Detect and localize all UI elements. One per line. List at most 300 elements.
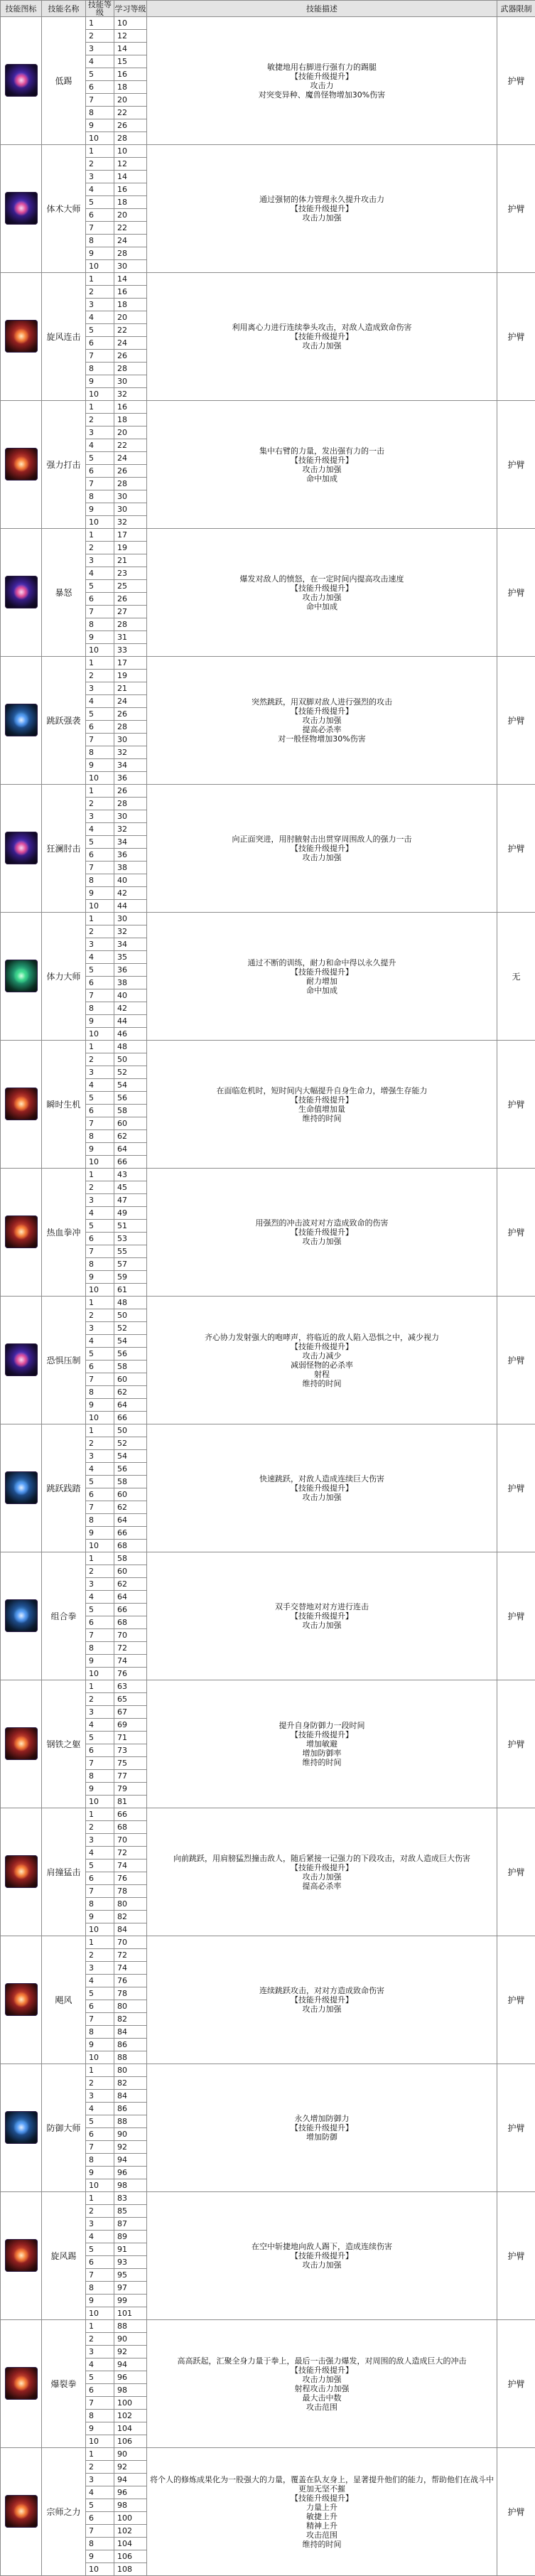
learn-level: 24 [114,337,147,350]
learn-level: 60 [114,1117,147,1130]
learn-level: 40 [114,874,147,887]
skill-level: 6 [86,1616,114,1629]
skill-icon-cell [1,1680,42,1808]
learn-level: 45 [114,1181,147,1194]
skill-level: 3 [86,171,114,183]
learn-level: 90 [114,2333,147,2346]
learn-level: 66 [114,1604,147,1616]
skill-level: 9 [86,119,114,132]
description-line: 攻击力加强 [150,341,494,350]
skill-level: 8 [86,2410,114,2422]
description-line: 射程 [150,1370,494,1379]
header-row [1,1,535,17]
skill-level: 9 [86,2295,114,2307]
skill-name: 热血拳冲 [42,1169,86,1297]
skill-level-row [1,785,535,798]
skill-level: 1 [86,1424,114,1437]
description-line: 【技能升级提升】 [150,456,494,465]
skill-level: 1 [86,1680,114,1693]
skill-level: 1 [86,657,114,670]
skill-icon [5,448,38,481]
description-line: 齐心协力发射强大的咆哮声，将临近的敌人陷入恐惧之中，减少视力 [150,1333,494,1342]
skill-icon [5,1343,38,1376]
skill-level: 1 [86,1936,114,1949]
header-name: 技能名称 [42,1,86,17]
skill-level: 1 [86,1808,114,1821]
skill-icon [5,1855,38,1888]
description-line: 攻击力加强 [150,2260,494,2270]
skill-icon [5,832,38,864]
skill-level: 7 [86,862,114,874]
weapon-limit: 护臂 [497,145,535,273]
description-line: 【技能升级提升】 [150,1228,494,1237]
learn-level: 47 [114,1194,147,1207]
learn-level: 36 [114,772,147,785]
learn-level: 75 [114,1757,147,1770]
skill-level: 5 [86,68,114,81]
skill-level: 9 [86,2167,114,2179]
skill-level: 10 [86,1412,114,1424]
skill-level-row [1,2064,535,2077]
description-line: 增加防御率 [150,1749,494,1758]
skill-name: 强力打击 [42,401,86,529]
skill-description [147,1552,497,1680]
learn-level: 34 [114,759,147,772]
description-line: 攻击范围 [150,2403,494,2412]
learn-level: 16 [114,183,147,196]
learn-level: 95 [114,2269,147,2282]
learn-level: 52 [114,1437,147,1450]
learn-level: 18 [114,299,147,311]
weapon-limit: 护臂 [497,1424,535,1552]
learn-level: 80 [114,2064,147,2077]
skill-level: 10 [86,1668,114,1680]
header-desc: 技能描述 [147,1,497,17]
skill-level: 5 [86,580,114,593]
skill-level-row [1,401,535,414]
learn-level: 16 [114,401,147,414]
learn-level: 66 [114,1156,147,1169]
learn-level: 94 [114,2358,147,2371]
description-line: 攻击力加强 [150,465,494,474]
learn-level: 108 [114,2563,147,2576]
learn-level: 26 [114,350,147,363]
skill-description [147,657,497,785]
learn-level: 26 [114,785,147,798]
skill-level: 10 [86,2307,114,2320]
skill-level: 4 [86,1719,114,1732]
learn-level: 72 [114,1949,147,1962]
skill-icon-cell [1,529,42,657]
description-line: 【技能升级提升】 [150,2123,494,2132]
description-line: 对一般怪物增加30%伤害 [150,734,494,744]
skill-level: 8 [86,2026,114,2039]
learn-level: 42 [114,887,147,900]
skill-name: 钢铁之躯 [42,1680,86,1808]
skill-level: 5 [86,2243,114,2256]
description-line: 【技能升级提升】 [150,2366,494,2375]
skill-description [147,1808,497,1936]
learn-level: 98 [114,2179,147,2192]
skill-level: 8 [86,490,114,503]
description-line: 提升自身防御力一段时间 [150,1721,494,1730]
learn-level: 28 [114,721,147,734]
skill-level: 4 [86,2103,114,2115]
skill-level: 9 [86,2039,114,2051]
learn-level: 22 [114,107,147,119]
description-line: 命中加成 [150,474,494,483]
skill-level: 10 [86,1028,114,1041]
skill-level: 7 [86,2397,114,2410]
skill-level-row [1,1297,535,1309]
learn-level: 16 [114,286,147,299]
description-line: 【技能升级提升】 [150,584,494,593]
learn-level: 92 [114,2346,147,2358]
skill-name: 跳跃践踏 [42,1424,86,1552]
weapon-limit: 护臂 [497,529,535,657]
learn-level: 52 [114,1066,147,1079]
skill-level-row [1,1552,535,1565]
skill-level: 4 [86,439,114,452]
skill-level-row [1,17,535,30]
description-line: 命中加成 [150,602,494,611]
skill-level: 7 [86,1757,114,1770]
skill-level: 9 [86,1143,114,1156]
description-line: 【技能升级提升】 [150,2494,494,2503]
weapon-limit: 护臂 [497,1936,535,2064]
learn-level: 28 [114,478,147,490]
skill-level: 4 [86,2486,114,2499]
skill-level: 3 [86,1706,114,1719]
learn-level: 25 [114,580,147,593]
learn-level: 62 [114,1578,147,1591]
skill-level: 3 [86,1194,114,1207]
description-line: 维持的时间 [150,1114,494,1123]
weapon-limit: 护臂 [497,17,535,145]
description-line: 快速跳跃，对敌人造成连续巨大伤害 [150,1474,494,1483]
skill-level: 2 [86,542,114,554]
learn-level: 72 [114,1847,147,1859]
skill-level: 5 [86,1732,114,1744]
learn-level: 32 [114,925,147,938]
learn-level: 12 [114,158,147,171]
skill-level: 5 [86,196,114,209]
learn-level: 44 [114,900,147,913]
skill-level: 6 [86,1744,114,1757]
skill-level: 9 [86,1655,114,1668]
skill-level: 5 [86,452,114,465]
learn-level: 22 [114,324,147,337]
skill-level-row [1,1936,535,1949]
learn-level: 70 [114,1834,147,1847]
description-line: 减弱怪物的必杀率 [150,1361,494,1370]
skill-icon-cell [1,1297,42,1424]
description-line: 攻击力加强 [150,853,494,862]
skill-icon [5,1727,38,1760]
skill-level: 2 [86,158,114,171]
learn-level: 85 [114,2205,147,2218]
skill-description [147,2320,497,2448]
skill-icon-cell [1,1936,42,2064]
learn-level: 30 [114,734,147,746]
description-line: 攻击力加强 [150,2375,494,2384]
skill-level: 4 [86,1463,114,1476]
description-line: 耐力增加 [150,977,494,986]
learn-level: 102 [114,2525,147,2538]
learn-level: 56 [114,1092,147,1105]
skill-icon-cell [1,1424,42,1552]
skill-level: 8 [86,363,114,375]
skill-level: 10 [86,772,114,785]
skill-level: 8 [86,1770,114,1783]
skill-level: 3 [86,426,114,439]
skill-level: 2 [86,798,114,810]
learn-level: 49 [114,1207,147,1220]
learn-level: 48 [114,1041,147,1053]
skill-icon [5,2495,38,2528]
learn-level: 50 [114,1309,147,1322]
skill-level: 9 [86,247,114,260]
skill-level: 7 [86,222,114,235]
description-line: 提高必杀率 [150,725,494,734]
skill-level: 4 [86,567,114,580]
learn-level: 86 [114,2103,147,2115]
learn-level: 58 [114,1476,147,1488]
skill-description [147,145,497,273]
skill-level: 1 [86,273,114,286]
learn-level: 30 [114,490,147,503]
learn-level: 30 [114,375,147,388]
skill-icon-cell [1,1169,42,1297]
skill-level: 1 [86,2064,114,2077]
skill-level: 1 [86,1169,114,1181]
skill-icon-cell [1,2448,42,2576]
skill-level: 3 [86,682,114,695]
skill-level: 5 [86,2371,114,2384]
learn-level: 79 [114,1783,147,1796]
description-line: 【技能升级提升】 [150,1342,494,1351]
skill-description [147,1424,497,1552]
learn-level: 78 [114,1885,147,1898]
description-line: 增加防御 [150,2132,494,2142]
description-line: 通过不断的训练，耐力和命中得以永久提升 [150,958,494,967]
description-line: 【技能升级提升】 [150,1611,494,1621]
skill-name: 旋风踢 [42,2192,86,2320]
learn-level: 99 [114,2295,147,2307]
description-line: 【技能升级提升】 [150,204,494,213]
learn-level: 104 [114,2538,147,2550]
skill-icon [5,2239,38,2272]
learn-level: 106 [114,2550,147,2563]
skill-level: 5 [86,964,114,977]
learn-level: 76 [114,1872,147,1885]
skill-level: 2 [86,414,114,426]
learn-level: 61 [114,1284,147,1297]
description-line: 连续跳跃攻击，对对方造成致命伤害 [150,1986,494,1995]
learn-level: 63 [114,1680,147,1693]
skill-icon-cell [1,913,42,1041]
learn-level: 36 [114,849,147,862]
learn-level: 67 [114,1706,147,1719]
description-line: 敏捷上升 [150,2512,494,2521]
skill-icon [5,192,38,225]
skill-level: 2 [86,1309,114,1322]
skill-level: 7 [86,1629,114,1642]
learn-level: 96 [114,2486,147,2499]
description-line: 【技能升级提升】 [150,967,494,977]
skill-icon [5,1471,38,1504]
learn-level: 66 [114,1412,147,1424]
skill-icon-cell [1,401,42,529]
skill-level: 9 [86,1015,114,1028]
skill-level: 6 [86,209,114,222]
learn-level: 68 [114,1540,147,1552]
skill-name: 组合拳 [42,1552,86,1680]
skill-level: 9 [86,759,114,772]
skill-level-row [1,657,535,670]
skill-level: 6 [86,1872,114,1885]
learn-level: 80 [114,1898,147,1911]
skill-name: 防御大师 [42,2064,86,2192]
skill-icon-cell [1,1041,42,1169]
skill-level: 2 [86,1693,114,1706]
description-line: 永久增加防御力 [150,2114,494,2123]
learn-level: 24 [114,695,147,708]
skill-level: 7 [86,1501,114,1514]
skill-level: 6 [86,2384,114,2397]
learn-level: 86 [114,2039,147,2051]
skill-level: 3 [86,1578,114,1591]
skill-level: 4 [86,823,114,836]
skill-level: 8 [86,618,114,631]
skill-level: 4 [86,1079,114,1092]
skill-icon [5,1088,38,1120]
learn-level: 82 [114,2013,147,2026]
skill-level: 1 [86,785,114,798]
learn-level: 51 [114,1220,147,1233]
learn-level: 20 [114,426,147,439]
weapon-limit: 护臂 [497,273,535,401]
skill-level: 5 [86,708,114,721]
skill-level: 5 [86,2115,114,2128]
skill-level: 4 [86,1591,114,1604]
skill-level: 5 [86,324,114,337]
learn-level: 70 [114,1629,147,1642]
description-line: 精神上升 [150,2521,494,2531]
description-line: 攻击力 [150,81,494,90]
skill-level: 7 [86,989,114,1002]
skill-level: 2 [86,2333,114,2346]
learn-level: 104 [114,2422,147,2435]
learn-level: 54 [114,1335,147,1348]
learn-level: 17 [114,657,147,670]
skill-level: 4 [86,951,114,964]
skill-level: 4 [86,2358,114,2371]
skill-icon [5,64,38,97]
learn-level: 26 [114,708,147,721]
weapon-limit: 护臂 [497,1297,535,1424]
learn-level: 15 [114,55,147,68]
skill-level: 4 [86,1847,114,1859]
learn-level: 10 [114,17,147,30]
skill-name: 宗师之力 [42,2448,86,2576]
skill-name: 爆裂拳 [42,2320,86,2448]
learn-level: 84 [114,2026,147,2039]
skill-level: 4 [86,2231,114,2243]
skill-description [147,401,497,529]
skill-level: 2 [86,1949,114,1962]
skill-level: 9 [86,1271,114,1284]
skill-icon [5,576,38,608]
learn-level: 62 [114,1386,147,1399]
weapon-limit: 护臂 [497,2320,535,2448]
skill-icon [5,2111,38,2144]
learn-level: 73 [114,1744,147,1757]
skill-level: 3 [86,1834,114,1847]
learn-level: 46 [114,1028,147,1041]
skill-level: 2 [86,2077,114,2090]
learn-level: 54 [114,1079,147,1092]
skill-level: 8 [86,1130,114,1143]
skill-level: 10 [86,2179,114,2192]
skill-level: 10 [86,2563,114,2576]
skill-level: 8 [86,107,114,119]
learn-level: 88 [114,2115,147,2128]
description-line: 攻击力加强 [150,1872,494,1882]
skill-level: 3 [86,810,114,823]
skill-level: 3 [86,1962,114,1975]
learn-level: 44 [114,1015,147,1028]
learn-level: 94 [114,2474,147,2486]
skill-description [147,2448,497,2576]
description-line: 维持的时间 [150,2540,494,2549]
learn-level: 48 [114,1297,147,1309]
skill-level: 10 [86,2435,114,2448]
skill-level: 8 [86,1898,114,1911]
learn-level: 84 [114,1923,147,1936]
skill-level: 3 [86,2218,114,2231]
learn-level: 92 [114,2141,147,2154]
skill-level: 9 [86,887,114,900]
skill-description [147,529,497,657]
skill-level: 7 [86,1245,114,1258]
learn-level: 28 [114,798,147,810]
skill-level: 7 [86,2013,114,2026]
skill-description [147,2192,497,2320]
skill-level: 3 [86,43,114,55]
skill-level: 10 [86,900,114,913]
skill-level-row [1,1808,535,1821]
skill-level-row [1,145,535,158]
learn-level: 60 [114,1373,147,1386]
description-line: 通过强韧的体力管理永久提升攻击力 [150,195,494,204]
skill-level-row [1,1680,535,1693]
description-line: 用强烈的冲击波对对方造成致命的伤害 [150,1218,494,1228]
skill-level: 8 [86,746,114,759]
learn-level: 90 [114,2128,147,2141]
learn-level: 70 [114,1936,147,1949]
skill-level: 1 [86,913,114,925]
skill-icon-cell [1,17,42,145]
learn-level: 19 [114,670,147,682]
description-line: 【技能升级提升】 [150,332,494,341]
learn-level: 58 [114,1361,147,1373]
skill-level: 3 [86,554,114,567]
learn-level: 10 [114,145,147,158]
skill-level: 1 [86,2192,114,2205]
description-line: 高高跃起，汇聚全身力量于拳上，最后一击强力爆发，对周围的敌人造成巨大的冲击 [150,2356,494,2366]
skill-level: 8 [86,2154,114,2167]
